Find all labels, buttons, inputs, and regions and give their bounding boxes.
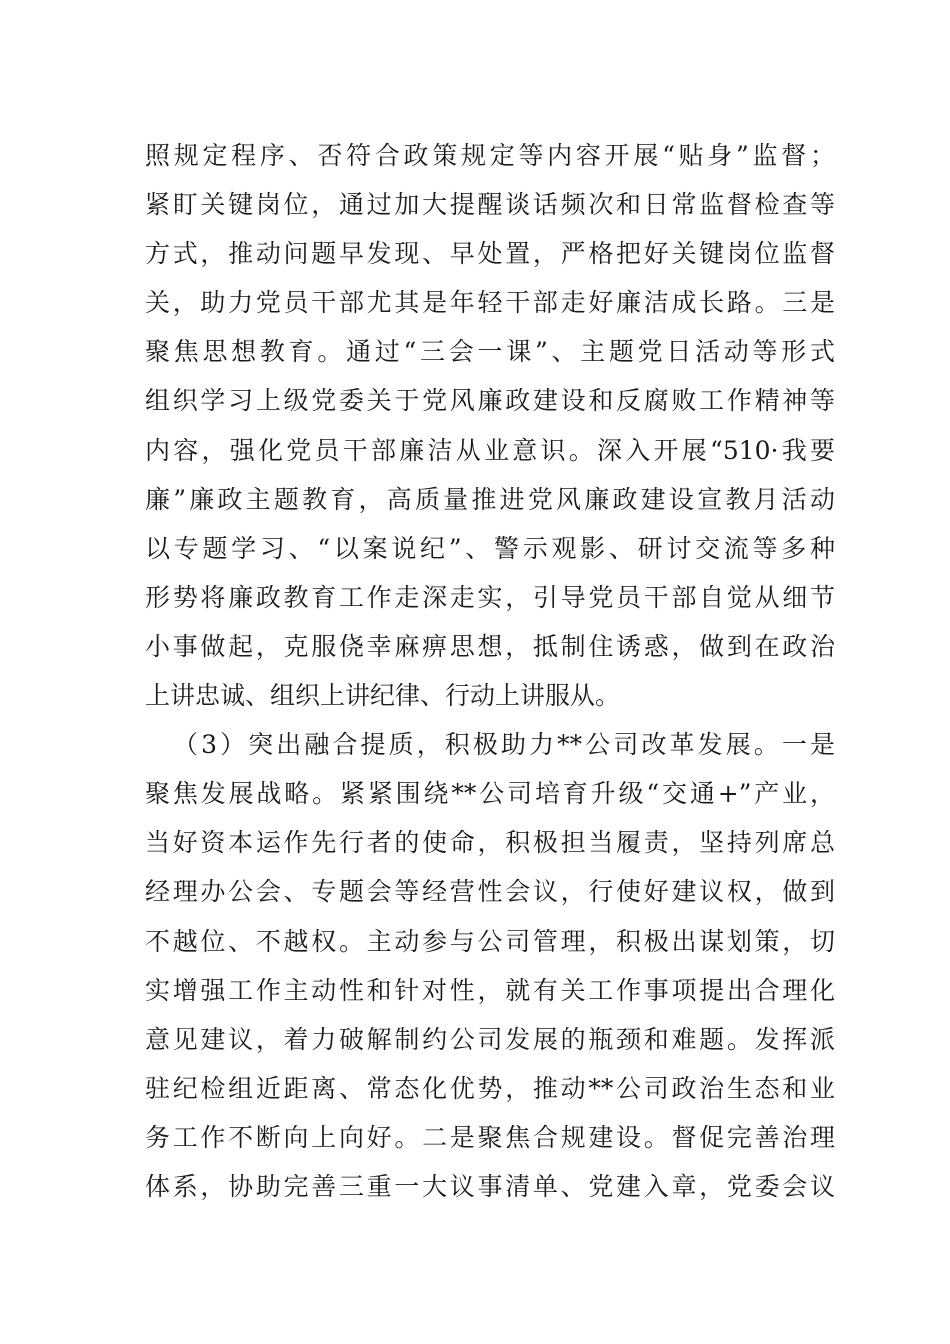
text-line: 关，助力党员干部尤其是年轻干部走好廉洁成长路。三是 <box>145 288 835 318</box>
text-line: 不越位、不越权。主动参与公司管理，积极出谋划策，切 <box>145 926 835 956</box>
text-line: 方式，推动问题早发现、早处置，严格把好关键岗位监督 <box>145 239 835 269</box>
text-line: 形势将廉政教育工作走深走实，引导党员干部自觉从细节 <box>145 582 835 612</box>
text-line: 内容，强化党员干部廉洁从业意识。深入开展“510·我要 <box>145 435 835 465</box>
text-line: 经理办公会、专题会等经营性会议，行使好建议权，做到 <box>145 877 835 907</box>
section-heading-line: （3）突出融合提质，积极助力**公司改革发展。一是 <box>173 730 835 760</box>
text-line: 意见建议，着力破解制约公司发展的瓶颈和难题。发挥派 <box>145 1024 835 1054</box>
text-line: 组织学习上级党委关于党风廉政建设和反腐败工作精神等 <box>145 386 835 416</box>
text-line: 体系，协助完善三重一大议事清单、党建入章，党委会议 <box>145 1171 835 1201</box>
text-line: 紧盯关键岗位，通过加大提醒谈话频次和日常监督检查等 <box>145 190 835 220</box>
text-line: 实增强工作主动性和针对性，就有关工作事项提出合理化 <box>145 975 835 1005</box>
text-line: 务工作不断向上向好。二是聚焦合规建设。督促完善治理 <box>145 1122 835 1152</box>
text-line: 当好资本运作先行者的使命，积极担当履责，坚持列席总 <box>145 828 835 858</box>
text-line: 聚焦思想教育。通过“三会一课”、主题党日活动等形式 <box>145 337 835 367</box>
text-line: 聚焦发展战略。紧紧围绕**公司培育升级“交通+”产业， <box>145 779 835 809</box>
text-line: 廉”廉政主题教育，高质量推进党风廉政建设宣教月活动 <box>145 484 835 514</box>
text-line: 小事做起，克服侥幸麻痹思想，抵制住诱惑，做到在政治 <box>145 631 835 661</box>
text-line: 照规定程序、否符合政策规定等内容开展“贴身”监督； <box>145 141 835 170</box>
text-line: 上讲忠诚、组织上讲纪律、行动上讲服从。 <box>145 681 621 711</box>
body-text <box>145 131 835 1211</box>
text-line: 以专题学习、“以案说纪”、警示观影、研讨交流等多种 <box>145 533 835 563</box>
text-line: 驻纪检组近距离、常态化优势，推动**公司政治生态和业 <box>145 1073 835 1103</box>
